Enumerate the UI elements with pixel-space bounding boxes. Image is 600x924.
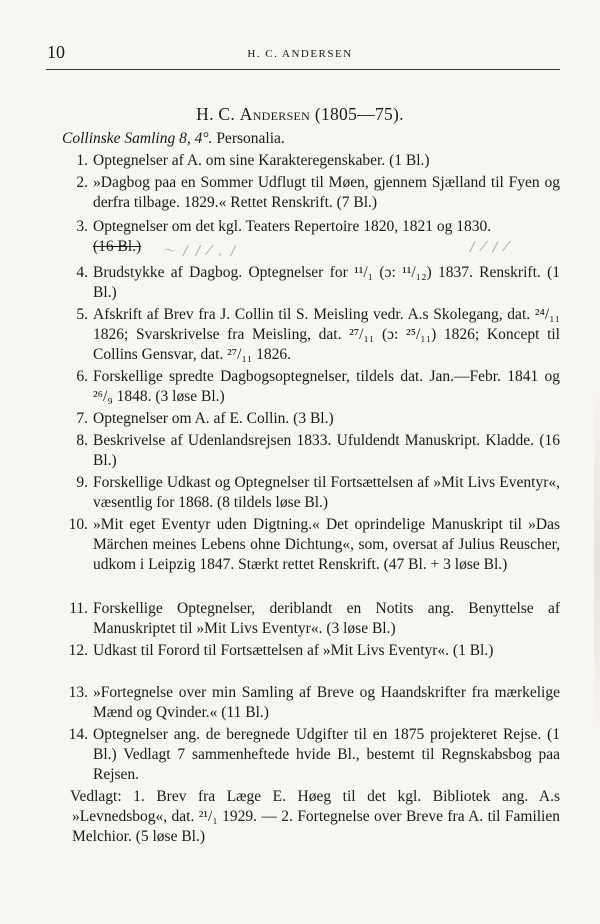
list-item	[60, 409, 560, 429]
item-text: Optegnelser om A. af E. Collin. (3 Bl.)	[93, 410, 334, 427]
title-initials: H. C.	[196, 104, 240, 124]
title-years: (1805—75).	[310, 104, 404, 124]
pencil-annotation: ∕ ⁄ ∕ ⁄	[470, 240, 510, 255]
item-number: 1.	[76, 152, 88, 169]
struck-text: (16 Bl.)	[93, 238, 142, 255]
item-number: 3.	[76, 218, 88, 235]
header-rule	[46, 69, 560, 70]
item-text: Optegnelser ang. de beregnede Udgifter til en 1875 projekteret Rejse. (1 Bl.) Vedlagt 7 sammenheftede hvide Bl., bestemt til Regnskabsbog paa Rejsen.	[93, 726, 560, 783]
item-text: Afskrift af Brev fra J. Collin til S. Meisling vedr. A.s Skolegang, dat. ²⁴/₁₁ 1826; Svarskrivelse fra Meisling, dat. ²⁷/₁₁ (ɔ: ²⁵/₁₁) 1826; Koncept til Collins Gensvar, dat. ²⁷/₁₁ 1826.	[93, 306, 560, 363]
item-number: 10.	[68, 516, 88, 533]
item-text: Udkast til Forord til Fortsættelsen af »Mit Livs Eventyr«. (1 Bl.)	[93, 642, 494, 659]
attachments-note	[72, 787, 560, 847]
page-number: 10	[47, 42, 65, 62]
item-number: 6.	[76, 368, 88, 385]
item-number: 8.	[76, 432, 88, 449]
title-name: Andersen	[239, 104, 311, 124]
item-number: 2.	[76, 174, 88, 191]
list-item	[60, 473, 560, 513]
list-item	[60, 305, 560, 365]
list-item	[60, 151, 560, 171]
item-number: 9.	[76, 474, 88, 491]
item-text: Forskellige Optegnelser, deriblandt en Notits ang. Benyttelse af Manuskriptet til »Mit Livs Eventyr«. (3 løse Bl.)	[93, 600, 560, 637]
item-text: Forskellige Udkast og Optegnelser til Fortsættelsen af »Mit Livs Eventyr«, væsentlig for 1868. (8 tildels løse Bl.)	[93, 474, 560, 511]
list-item	[60, 431, 560, 471]
item-number: 12.	[68, 642, 88, 659]
item-number: 4.	[76, 264, 88, 281]
list-item	[60, 725, 560, 785]
item-text: »Mit eget Eventyr uden Digtning.« Det oprindelige Manuskript til »Das Märchen meines Lebens ohne Dichtung«, som, oversat af Julius Reuscher, udkom i Leipzig 1847. Stærkt rettet Renskrift. (47 Bl. + 3 løse Bl.)	[93, 516, 560, 573]
item-text: Brudstykke af Dagbog. Optegnelser for ¹¹/₁ (ɔ: ¹¹/₁₂) 1837. Renskrift. (1 Bl.)	[93, 264, 560, 301]
item-text: Optegnelser af A. om sine Karakteregenskaber. (1 Bl.)	[93, 152, 430, 169]
page-title	[0, 104, 600, 125]
item-number: 7.	[76, 410, 88, 427]
item-number: 11.	[69, 600, 88, 617]
item-text: Beskrivelse af Udenlandsrejsen 1833. Ufuldendt Manuskript. Kladde. (16 Bl.)	[93, 432, 560, 469]
list-item	[60, 683, 560, 723]
item-text: Optegnelser om det kgl. Teaters Repertoire 1820, 1821 og 1830.	[93, 218, 492, 235]
running-head: H. C. ANDERSEN	[247, 48, 353, 60]
collection-line	[62, 130, 285, 148]
list-item	[60, 173, 560, 213]
list-item	[60, 599, 560, 639]
collection-name: Collinske Samling 8, 4°.	[62, 130, 213, 147]
list-item	[60, 367, 560, 407]
item-number: 13.	[68, 684, 88, 701]
pencil-annotation: 〜 ∕ ∕ ⁄ ‚ ∕	[162, 244, 238, 259]
item-number: 5.	[76, 306, 88, 323]
item-text: Forskellige spredte Dagbogsoptegnelser, tildels dat. Jan.—Febr. 1841 og ²⁶/₉ 1848. (3 løse Bl.)	[93, 368, 560, 405]
collection-rest: Personalia.	[212, 130, 285, 147]
page-edge-shadow	[594, 380, 600, 740]
item-number: 14.	[68, 726, 88, 743]
list-item	[60, 641, 560, 661]
list-item	[60, 263, 560, 303]
item-text: »Dagbog paa en Sommer Udflugt til Møen, gjennem Sjælland til Fyen og derfra tilbage. 1829.« Rettet Renskrift. (7 Bl.)	[93, 174, 560, 211]
attachments-text: Vedlagt: 1. Brev fra Læge E. Høeg til det kgl. Bibliotek ang. A.s »Levnedsbog«, dat. ²¹/₁ 1929. — 2. Fortegnelse over Breve fra A. til Familien Melchior. (5 løse Bl.)	[70, 788, 560, 845]
item-text: »Fortegnelse over min Samling af Breve og Haandskrifter fra mærkelige Mænd og Qvinder.« (11 Bl.)	[93, 684, 560, 721]
list-item	[60, 515, 560, 575]
